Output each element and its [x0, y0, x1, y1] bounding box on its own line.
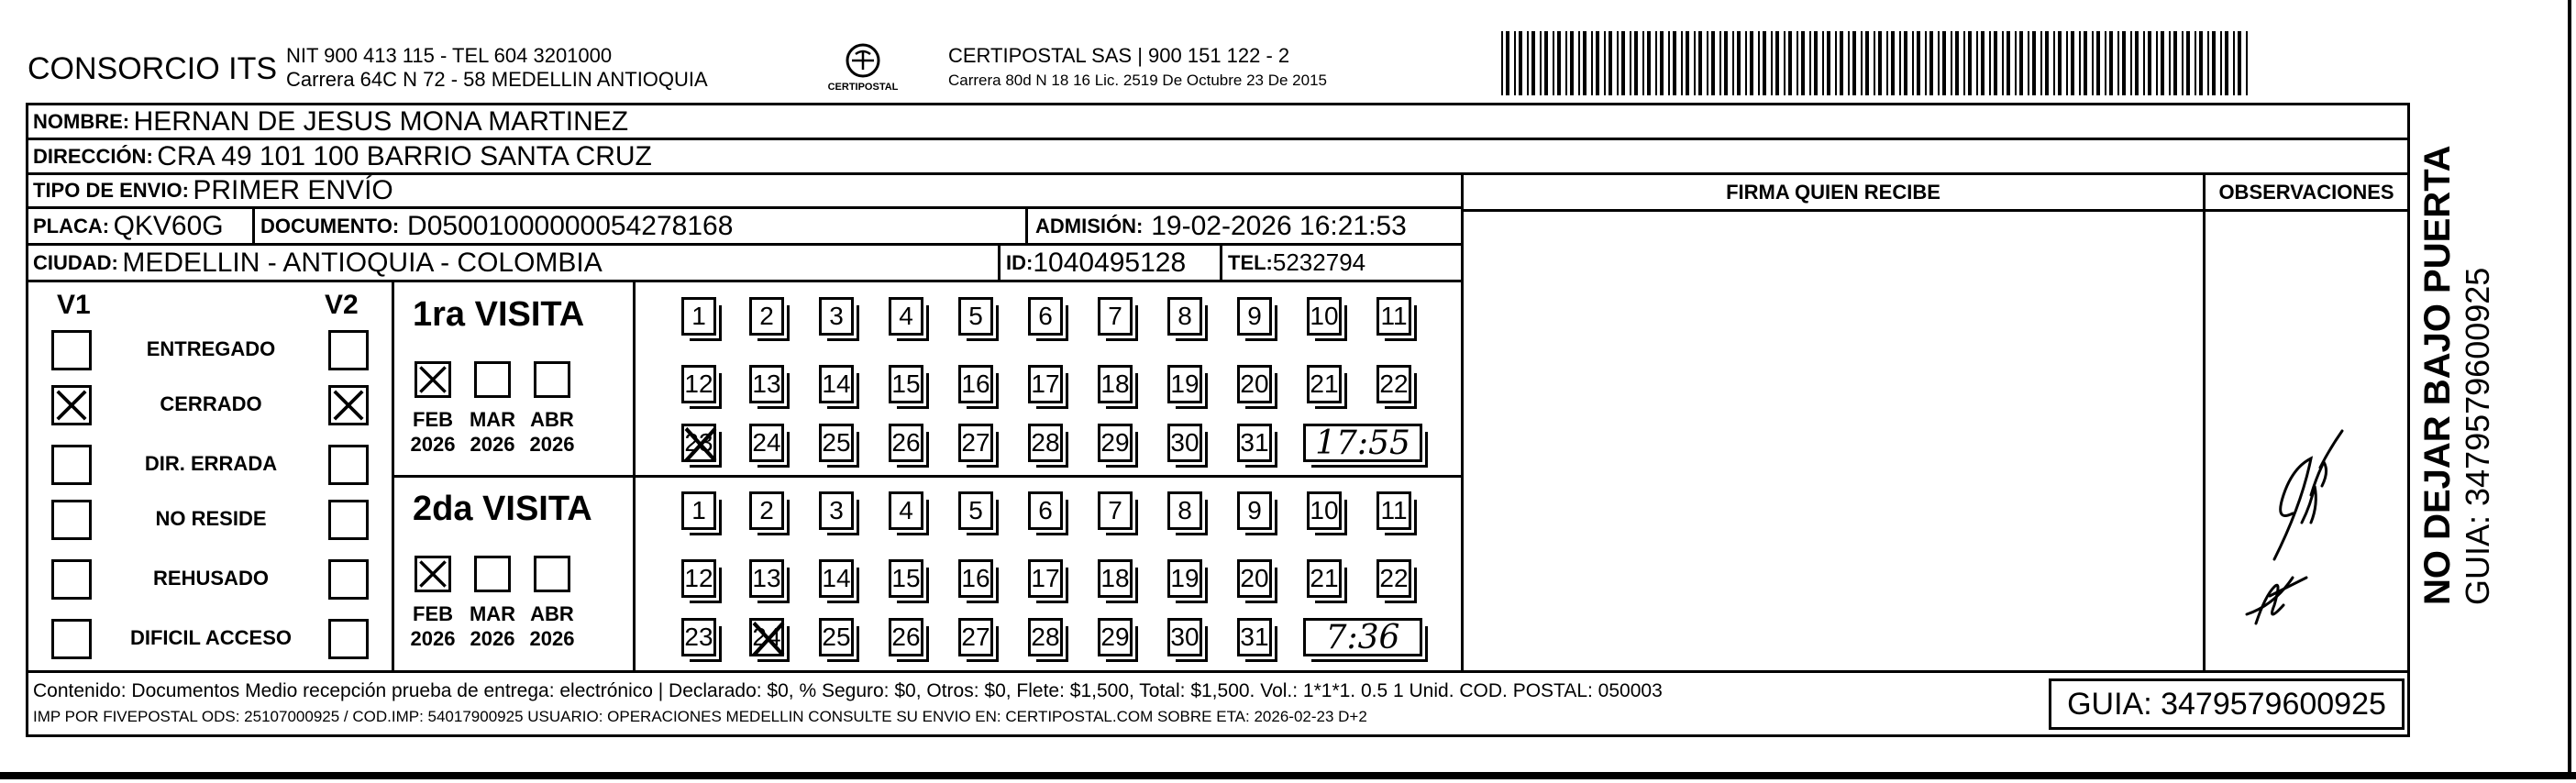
- barcode-bar: [1540, 31, 1542, 95]
- barcode-bar: [1557, 31, 1561, 95]
- footer-contents: Contenido: Documentos Medio recepción prueba de entrega: electrónico | Declarado: $0, % Seguro: $0, Otros: $0, Flete: $1,500, Total: $1,500. Vol.: 1*1*1. 0.5 1 Unid. COD. POSTAL: 050003: [33, 680, 1663, 701]
- barcode-bar: [2122, 31, 2126, 95]
- columns-underline: [1464, 209, 2407, 212]
- status-label: ENTREGADO: [146, 337, 276, 360]
- months-days-divider: [633, 282, 636, 670]
- barcode-bar: [1814, 31, 1818, 95]
- day-box[interactable]: 9: [1237, 491, 1272, 530]
- day-box[interactable]: 7: [1098, 491, 1133, 530]
- barcode-bar: [1596, 31, 1599, 95]
- barcode-bar: [2169, 31, 2171, 95]
- day-box[interactable]: 11: [1376, 491, 1411, 530]
- barcode-bar: [1698, 31, 1702, 95]
- barcode-bar: [1617, 31, 1619, 95]
- barcode-bar: [2199, 31, 2203, 95]
- day-box[interactable]: 1: [681, 491, 716, 530]
- placa-value: QKV60G: [113, 210, 224, 241]
- day-box[interactable]: 22: [1376, 559, 1411, 598]
- barcode-bar: [1655, 31, 1657, 95]
- day-box[interactable]: 8: [1167, 297, 1202, 336]
- barcode-bar: [1874, 31, 1875, 95]
- row-ciudad: [28, 246, 1463, 282]
- day-box[interactable]: 21: [1307, 559, 1342, 598]
- day-box[interactable]: 1: [681, 297, 716, 336]
- barcode-bar: [1591, 31, 1593, 95]
- barcode-bar: [2015, 31, 2017, 95]
- barcode-bar: [2117, 31, 2119, 95]
- month-checkbox[interactable]: [534, 556, 570, 592]
- barcode-bar: [1724, 31, 1728, 95]
- direccion-value: CRA 49 101 100 BARRIO SANTA CRUZ: [157, 140, 652, 171]
- day-box[interactable]: 19: [1167, 559, 1202, 598]
- svg-text:CERTIPOSTAL: CERTIPOSTAL: [827, 82, 899, 93]
- barcode-bar: [1711, 31, 1715, 95]
- day-box[interactable]: 14: [819, 559, 854, 598]
- month-name: MAR: [469, 602, 516, 625]
- day-box[interactable]: 31: [1237, 618, 1272, 656]
- divider-firma: [1461, 175, 1464, 670]
- barcode-bar: [2028, 31, 2029, 95]
- status-v1-checkbox[interactable]: [51, 559, 92, 600]
- barcode-bar: [1758, 31, 1760, 95]
- visit-title: 1ra VISITA: [413, 295, 585, 334]
- barcode-bar: [2092, 31, 2094, 95]
- x-mark-icon: [54, 388, 89, 423]
- barcode-bar: [1642, 31, 1644, 95]
- status-v1-checkbox[interactable]: [51, 385, 92, 425]
- day-box[interactable]: 10: [1307, 491, 1342, 530]
- barcode-bar: [1553, 31, 1554, 95]
- barcode-bar: [1976, 31, 1978, 95]
- barcode-bar: [2109, 31, 2113, 95]
- visit-title: 2da VISITA: [413, 490, 592, 528]
- day-box[interactable]: 28: [1028, 424, 1063, 462]
- barcode-bar: [1634, 31, 1638, 95]
- day-box[interactable]: 9: [1237, 297, 1272, 336]
- barcode-bar: [1801, 31, 1805, 95]
- status-label: DIR. ERRADA: [144, 452, 278, 475]
- guia-box: GUIA: 3479579600925: [2049, 678, 2405, 730]
- carrier-license: Carrera 80d N 18 16 Lic. 2519 De Octubre 23 De 2015: [948, 72, 1327, 89]
- day-box[interactable]: 15: [889, 559, 923, 598]
- status-v1-checkbox[interactable]: [51, 445, 92, 485]
- day-box[interactable]: 27: [958, 618, 993, 656]
- barcode-bar: [1899, 31, 1901, 95]
- barcode-bar: [1963, 31, 1965, 95]
- day-box[interactable]: 24: [749, 618, 784, 656]
- barcode-bar: [1784, 31, 1786, 95]
- day-box[interactable]: 14: [819, 365, 854, 403]
- day-box[interactable]: 10: [1307, 297, 1342, 336]
- recipient-signature: [2219, 385, 2357, 642]
- ciudad-label: CIUDAD:: [33, 250, 118, 274]
- barcode-bar: [1719, 31, 1721, 95]
- barcode-bar: [2207, 31, 2209, 95]
- day-box[interactable]: 13: [749, 559, 784, 598]
- id-cell: [998, 246, 1186, 280]
- month-label: [465, 601, 520, 651]
- barcode-bar: [2066, 31, 2068, 95]
- barcode-bar: [2096, 31, 2100, 95]
- day-box[interactable]: 18: [1098, 365, 1133, 403]
- barcode-bar: [1904, 31, 1907, 95]
- month-name: ABR: [530, 408, 574, 431]
- day-box[interactable]: 24: [749, 424, 784, 462]
- day-box[interactable]: 16: [958, 365, 993, 403]
- status-label: NO RESIDE: [155, 507, 267, 530]
- barcode-bar: [1519, 31, 1522, 95]
- day-box[interactable]: 11: [1376, 297, 1411, 336]
- v2-header: V2: [325, 290, 359, 320]
- page-right-edge: [2568, 0, 2571, 779]
- status-label: CERRADO: [160, 392, 262, 415]
- row-nombre: [28, 105, 2409, 140]
- barcode-bar: [1938, 31, 1940, 95]
- status-v1-checkbox[interactable]: [51, 500, 92, 540]
- barcode-bar: [1989, 31, 1991, 95]
- status-v2-checkbox[interactable]: [328, 385, 369, 425]
- barcode-bar: [1578, 31, 1580, 95]
- barcode-bar: [1506, 31, 1509, 95]
- month-label: [405, 407, 460, 457]
- day-box[interactable]: 31: [1237, 424, 1272, 462]
- barcode-bar: [1852, 31, 1856, 95]
- side-warning: NO DEJAR BAJO PUERTA: [2417, 145, 2458, 605]
- day-box[interactable]: 22: [1376, 365, 1411, 403]
- row-placa: [28, 209, 1463, 246]
- day-box[interactable]: 20: [1237, 365, 1272, 403]
- barcode-bar: [2045, 31, 2049, 95]
- barcode-bar: [1809, 31, 1811, 95]
- company-name: CONSORCIO ITS: [28, 51, 278, 86]
- barcode-bar: [1660, 31, 1664, 95]
- id-value: 1040495128: [1033, 247, 1187, 278]
- barcode-bar: [1835, 31, 1837, 95]
- barcode-bar: [1621, 31, 1625, 95]
- barcode-bar: [2079, 31, 2081, 95]
- day-cross-mark: [750, 619, 787, 659]
- barcode-bar: [1686, 31, 1689, 95]
- day-box[interactable]: 16: [958, 559, 993, 598]
- day-box[interactable]: 26: [889, 424, 923, 462]
- barcode-bar: [1570, 31, 1574, 95]
- status-v2-checkbox[interactable]: [328, 500, 369, 540]
- barcode-bar: [1951, 31, 1952, 95]
- month-name: ABR: [530, 602, 574, 625]
- day-box[interactable]: 20: [1237, 559, 1272, 598]
- tel-cell: [1220, 246, 1365, 280]
- barcode-bar: [1891, 31, 1895, 95]
- barcode-bar: [1673, 31, 1676, 95]
- barcode-bar: [1788, 31, 1792, 95]
- barcode-bar: [1750, 31, 1753, 95]
- barcode-bar: [1981, 31, 1985, 95]
- barcode-bar: [2053, 31, 2055, 95]
- day-box[interactable]: 23: [681, 618, 716, 656]
- visit-time-box[interactable]: 17:55: [1303, 424, 1422, 462]
- carrier-name: CERTIPOSTAL SAS | 900 151 122 - 2: [948, 44, 1290, 67]
- month-checkbox[interactable]: [534, 361, 570, 398]
- barcode-bar: [2173, 31, 2177, 95]
- barcode-bar: [2040, 31, 2042, 95]
- documento-label: DOCUMENTO:: [260, 214, 400, 237]
- day-cross-mark: [682, 425, 719, 465]
- day-box[interactable]: 3: [819, 491, 854, 530]
- barcode-bar: [1707, 31, 1708, 95]
- admision-value: 19-02-2026 16:21:53: [1151, 210, 1407, 241]
- barcode-bar: [1968, 31, 1972, 95]
- barcode-bar: [1630, 31, 1631, 95]
- barcode-bar: [2071, 31, 2074, 95]
- barcode-bar: [1942, 31, 1946, 95]
- tel-label: TEL:: [1228, 250, 1273, 274]
- day-box[interactable]: 2: [749, 297, 784, 336]
- barcode-bar: [2182, 31, 2184, 95]
- barcode-bar: [1840, 31, 1843, 95]
- barcode-bar: [1544, 31, 1548, 95]
- day-box[interactable]: 4: [889, 297, 923, 336]
- barcode-bar: [2007, 31, 2010, 95]
- ciudad-cell: [33, 246, 603, 280]
- barcode-bar: [1694, 31, 1696, 95]
- day-box[interactable]: 2: [749, 491, 784, 530]
- side-guia: GUIA: 3479579600925: [2459, 267, 2496, 605]
- barcode-bar: [1604, 31, 1606, 95]
- placa-cell: [33, 209, 224, 243]
- barcode-bar: [2148, 31, 2151, 95]
- month-checkbox[interactable]: [474, 556, 511, 592]
- day-box[interactable]: 12: [681, 365, 716, 403]
- day-box[interactable]: 26: [889, 618, 923, 656]
- day-box[interactable]: 28: [1028, 618, 1063, 656]
- barcode: [1501, 31, 2253, 95]
- firma-header: FIRMA QUIEN RECIBE: [1726, 181, 1940, 204]
- footer-imp: IMP POR FIVEPOSTAL ODS: 25107000925 / COD.IMP: 54017900925 USUARIO: OPERACIONES MEDELLIN CONSULTE SU ENVIO EN: CERTIPOSTAL.COM SOBRE ETA: 2026-02-23 D+2: [33, 708, 1367, 725]
- barcode-bar: [1827, 31, 1830, 95]
- documento-value: D05001000000054278168: [407, 210, 734, 241]
- barcode-bar: [1681, 31, 1683, 95]
- company-address: Carrera 64C N 72 - 58 MEDELLIN ANTIOQUIA: [286, 68, 708, 91]
- status-v2-checkbox[interactable]: [328, 330, 369, 370]
- month-year: 2026: [410, 627, 456, 650]
- observaciones-header: OBSERVACIONES: [2218, 181, 2394, 204]
- barcode-bar: [2105, 31, 2106, 95]
- barcode-bar: [1527, 31, 1529, 95]
- month-name: FEB: [413, 602, 453, 625]
- day-box[interactable]: 30: [1167, 618, 1202, 656]
- day-box[interactable]: 18: [1098, 559, 1133, 598]
- barcode-bar: [2220, 31, 2222, 95]
- barcode-bar: [2130, 31, 2132, 95]
- barcode-bar: [1865, 31, 1869, 95]
- day-box[interactable]: 5: [958, 297, 993, 336]
- ciudad-value: MEDELLIN - ANTIOQUIA - COLOMBIA: [122, 247, 603, 278]
- month-label: [525, 407, 580, 457]
- day-box[interactable]: 25: [819, 618, 854, 656]
- day-box[interactable]: 8: [1167, 491, 1202, 530]
- barcode-bar: [1583, 31, 1587, 95]
- barcode-bar: [1609, 31, 1612, 95]
- month-year: 2026: [529, 433, 575, 456]
- barcode-bar: [2002, 31, 2004, 95]
- month-year: 2026: [529, 627, 575, 650]
- barcode-bar: [1994, 31, 1997, 95]
- barcode-bar: [2135, 31, 2139, 95]
- divider-observaciones: [2203, 175, 2206, 670]
- barcode-bar: [2019, 31, 2023, 95]
- tipo-value: PRIMER ENVÍO: [193, 175, 393, 205]
- barcode-bar: [1737, 31, 1741, 95]
- row-tipo-envio: [28, 175, 1463, 209]
- admision-label: ADMISIÓN:: [1035, 214, 1144, 237]
- month-year: 2026: [470, 433, 515, 456]
- day-box[interactable]: 25: [819, 424, 854, 462]
- page-bottom-edge: [0, 772, 2576, 779]
- placa-label: PLACA:: [33, 214, 110, 237]
- barcode-bar: [1501, 31, 1503, 95]
- barcode-bar: [1912, 31, 1914, 95]
- footer-divider: [28, 670, 2407, 673]
- status-label: REHUSADO: [153, 567, 269, 590]
- barcode-bar: [2032, 31, 2036, 95]
- status-v2-checkbox[interactable]: [328, 445, 369, 485]
- day-box[interactable]: 5: [958, 491, 993, 530]
- month-year: 2026: [410, 433, 456, 456]
- certipostal-logo: [822, 40, 904, 97]
- barcode-bar: [1668, 31, 1670, 95]
- row-direccion: [28, 140, 2409, 175]
- day-box[interactable]: 23: [681, 424, 716, 462]
- barcode-bar: [2084, 31, 2087, 95]
- barcode-bar: [2212, 31, 2216, 95]
- barcode-bar: [2233, 31, 2235, 95]
- day-box[interactable]: 6: [1028, 491, 1063, 530]
- day-box[interactable]: 15: [889, 365, 923, 403]
- month-checkbox[interactable]: [415, 361, 451, 398]
- barcode-bar: [2225, 31, 2228, 95]
- day-box[interactable]: 7: [1098, 297, 1133, 336]
- nombre-label: NOMBRE:: [33, 109, 130, 133]
- barcode-bar: [1797, 31, 1798, 95]
- barcode-bar: [2238, 31, 2241, 95]
- day-box[interactable]: 17: [1028, 365, 1063, 403]
- barcode-bar: [2186, 31, 2190, 95]
- day-box[interactable]: 27: [958, 424, 993, 462]
- barcode-bar: [1917, 31, 1920, 95]
- day-box[interactable]: 17: [1028, 559, 1063, 598]
- id-label: ID:: [1006, 250, 1034, 274]
- v1-header: V1: [57, 290, 91, 320]
- month-label: [465, 407, 520, 457]
- x-mark-icon: [417, 364, 448, 395]
- status-v2-checkbox[interactable]: [328, 619, 369, 659]
- barcode-bar: [1647, 31, 1651, 95]
- documento-cell: [252, 209, 733, 243]
- day-box[interactable]: 12: [681, 559, 716, 598]
- company-nit: NIT 900 413 115 - TEL 604 3201000: [286, 44, 613, 67]
- barcode-bar: [1886, 31, 1888, 95]
- status-label: DIFICIL ACCESO: [129, 626, 292, 649]
- barcode-bar: [2246, 31, 2248, 95]
- barcode-bar: [1763, 31, 1766, 95]
- month-checkbox[interactable]: [415, 556, 451, 592]
- x-mark-icon: [682, 425, 719, 465]
- tel-value: 5232794: [1272, 248, 1366, 276]
- day-box[interactable]: 29: [1098, 618, 1133, 656]
- day-box[interactable]: 19: [1167, 365, 1202, 403]
- nombre-value: HERNAN DE JESUS MONA MARTINEZ: [133, 105, 629, 137]
- tipo-label: TIPO DE ENVIO:: [33, 179, 189, 202]
- barcode-bar: [2156, 31, 2158, 95]
- day-box[interactable]: 29: [1098, 424, 1133, 462]
- x-mark-icon: [417, 558, 448, 590]
- month-name: MAR: [469, 408, 516, 431]
- barcode-bar: [1878, 31, 1882, 95]
- day-box[interactable]: 21: [1307, 365, 1342, 403]
- barcode-bar: [2195, 31, 2196, 95]
- status-v1-checkbox[interactable]: [51, 619, 92, 659]
- barcode-bar: [1929, 31, 1933, 95]
- barcode-bar: [1732, 31, 1734, 95]
- barcode-bar: [1775, 31, 1779, 95]
- month-year: 2026: [470, 627, 515, 650]
- status-v2-checkbox[interactable]: [328, 559, 369, 600]
- barcode-bar: [1531, 31, 1535, 95]
- admision-cell: [1025, 209, 1407, 243]
- day-box[interactable]: 4: [889, 491, 923, 530]
- barcode-bar: [1822, 31, 1824, 95]
- visit-time-box[interactable]: 7:36: [1303, 618, 1422, 656]
- side-text: [2416, 92, 2497, 605]
- month-label: [405, 601, 460, 651]
- day-box[interactable]: 13: [749, 365, 784, 403]
- direccion-label: DIRECCIÓN:: [33, 144, 153, 168]
- x-mark-icon: [750, 619, 787, 659]
- day-box[interactable]: 6: [1028, 297, 1063, 336]
- month-checkbox[interactable]: [474, 361, 511, 398]
- barcode-bar: [2058, 31, 2062, 95]
- barcode-bar: [1925, 31, 1927, 95]
- day-box[interactable]: 30: [1167, 424, 1202, 462]
- month-label: [525, 601, 580, 651]
- month-name: FEB: [413, 408, 453, 431]
- x-mark-icon: [331, 388, 366, 423]
- barcode-bar: [1745, 31, 1747, 95]
- barcode-bar: [1771, 31, 1773, 95]
- day-box[interactable]: 3: [819, 297, 854, 336]
- barcode-bar: [2161, 31, 2164, 95]
- status-v1-checkbox[interactable]: [51, 330, 92, 370]
- barcode-bar: [1955, 31, 1959, 95]
- visit-divider: [394, 475, 1461, 478]
- barcode-bar: [2143, 31, 2145, 95]
- barcode-bar: [1861, 31, 1863, 95]
- barcode-bar: [1514, 31, 1516, 95]
- barcode-bar: [1848, 31, 1850, 95]
- barcode-bar: [1565, 31, 1567, 95]
